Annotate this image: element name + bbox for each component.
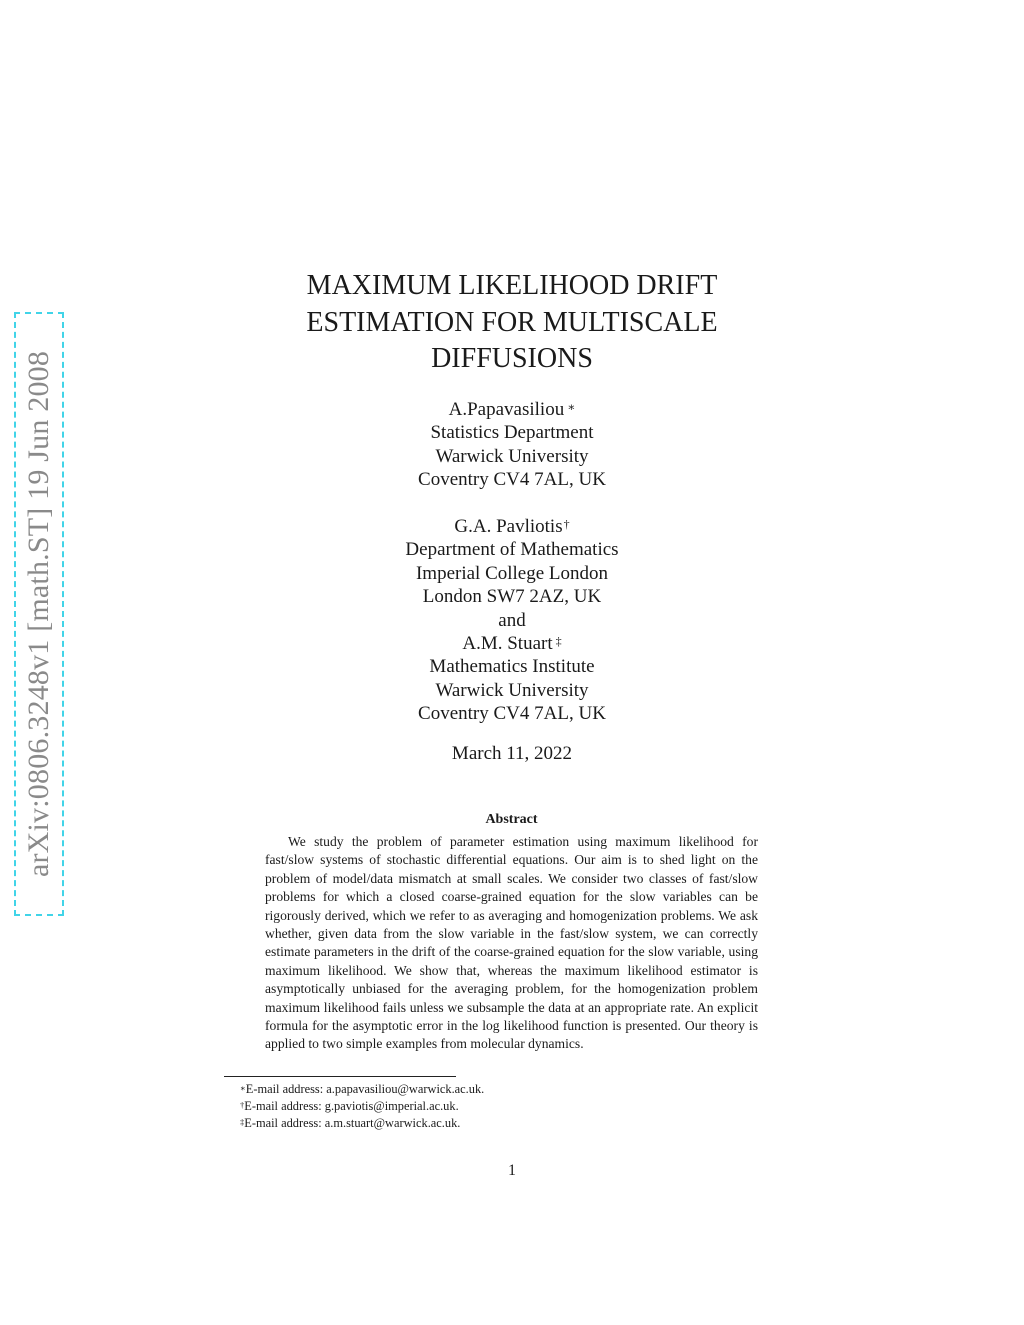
author-name: G.A. Pavliotis† [454, 516, 570, 537]
arxiv-identifier: arXiv:0806.3248v1 [math.ST] 19 Jun 2008 [22, 350, 55, 878]
page-number: 1 [508, 1162, 516, 1179]
affiliation-line: Coventry CV4 7AL, UK [418, 703, 606, 725]
affiliation-line: Statistics Department [430, 422, 594, 444]
footnote-mark: ‡ [240, 1117, 245, 1127]
affiliation-line: Imperial College London [415, 562, 609, 584]
footnote [240, 1098, 760, 1115]
author-name: A.M. Stuart ‡ [462, 633, 562, 655]
footnote [240, 1081, 760, 1098]
author-block-1 [300, 398, 724, 492]
arxiv-stamp [14, 312, 64, 916]
footnotes [240, 1081, 760, 1132]
footnote-mark: ∗ [240, 1083, 246, 1093]
abstract-body: We study the problem of parameter estimation using maximum likelihood for fast/slow systems of stochastic differential equations. Our aim is to shed light on the problem of model/data mismatch at small scales. We consider two classes of fast/slow problems for which a closed coarse-grained equation for the slow variables can be rigorously derived, which we refer to as averaging and homogenization problems. We ask whether, given data from the slow variable in the fast/slow system, we can correctly estimate parameters in the drift of the coarse-grained equation for the slow variable, using maximum likelihood. We show that, whereas the maximum likelihood estimator is asymptotically unbiased for the averaging problem, for the homogenization problem maximum likelihood fails unless we subsample the data at an appropriate rate. An explicit formula for the asymptotic error in the log likelihood function is presented. Our theory is applied to two simple examples from molecular dynamics. [265, 834, 758, 1052]
footnote-text: E-mail address: a.m.stuart@warwick.ac.uk. [244, 1116, 461, 1130]
author-block-2 [300, 515, 724, 726]
author-name: A.Papavasiliou ∗ [448, 399, 576, 420]
paper-date: March 11, 2022 [451, 743, 573, 764]
footnote-mark: ∗ [567, 400, 576, 414]
affiliation-line: London SW7 2AZ, UK [422, 586, 602, 608]
title-line: DIFFUSIONS [431, 343, 593, 374]
title-line: ESTIMATION FOR MULTISCALE [306, 306, 718, 338]
affiliation-line: Mathematics Institute [429, 656, 595, 678]
affiliation-line: Warwick University [435, 445, 589, 467]
footnote [240, 1115, 760, 1132]
paper-title [240, 268, 784, 378]
footnote-mark: ‡ [555, 634, 562, 649]
footnote-text: E-mail address: g.paviotis@imperial.ac.uk. [244, 1099, 459, 1113]
footnote-text: E-mail address: a.papavasiliou@warwick.ac.uk. [245, 1082, 485, 1096]
footnote-mark: † [563, 517, 570, 531]
footnote-divider [224, 1076, 456, 1077]
footnote-mark: † [240, 1100, 245, 1110]
affiliation-line: Warwick University [435, 679, 589, 701]
abstract-heading: Abstract [485, 812, 538, 827]
title-line: MAXIMUM LIKELIHOOD DRIFT [306, 270, 718, 301]
affiliation-line: Coventry CV4 7AL, UK [418, 469, 606, 491]
and-separator: and [498, 609, 526, 631]
affiliation-line: Department of Mathematics [405, 539, 619, 561]
